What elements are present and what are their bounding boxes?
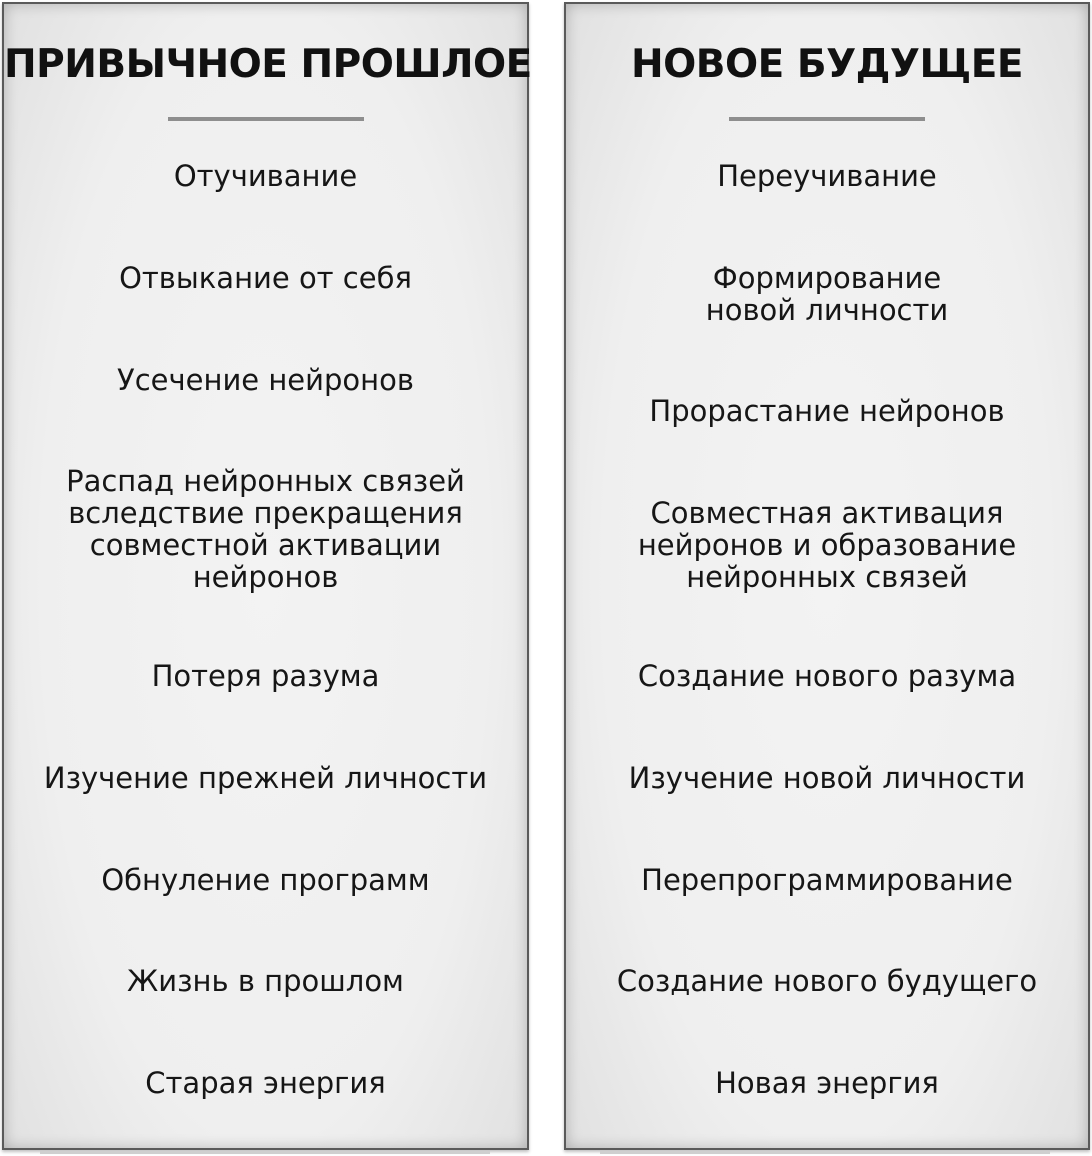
future-item-6: Изучение новой личности (628, 761, 1026, 795)
future-item-8: Создание нового будущего (616, 964, 1038, 998)
future-item-7: Перепрограммирование (641, 863, 1013, 897)
past-item-7: Обнуление программ (101, 863, 430, 897)
past-item-3: Усечение нейронов (117, 363, 414, 397)
past-item-8: Жизнь в прошлом (127, 964, 404, 998)
future-item-3: Прорастание нейронов (649, 394, 1005, 428)
past-item-9: Старая энергия (145, 1066, 386, 1100)
past-item-4: Распад нейронных связей вследствие прекращения совместной активации нейронов (66, 464, 465, 594)
past-item-6: Изучение прежней личности (43, 761, 488, 795)
future-item-1: Переучивание (717, 159, 937, 193)
past-column-title: ПРИВЫЧНОЕ ПРОШЛОЕ (4, 42, 532, 87)
future-item-4: Совместная активация нейронов и образование нейронных связей (637, 496, 1017, 594)
past-title-divider (168, 117, 364, 121)
past-item-2: Отвыкание от себя (119, 261, 412, 295)
future-column-title: НОВОЕ БУДУЩЕЕ (631, 42, 1023, 87)
past-item-1: Отучивание (173, 159, 358, 193)
future-title-divider (729, 117, 925, 121)
past-column (2, 2, 532, 1150)
future-column (564, 2, 1090, 1150)
past-item-5: Потеря разума (151, 659, 380, 693)
future-column-base (600, 1151, 1050, 1154)
future-item-2: Формирование новой личности (705, 261, 949, 327)
past-column-base (40, 1151, 490, 1154)
future-item-9: Новая энергия (715, 1066, 939, 1100)
future-item-5: Создание нового разума (637, 659, 1017, 693)
